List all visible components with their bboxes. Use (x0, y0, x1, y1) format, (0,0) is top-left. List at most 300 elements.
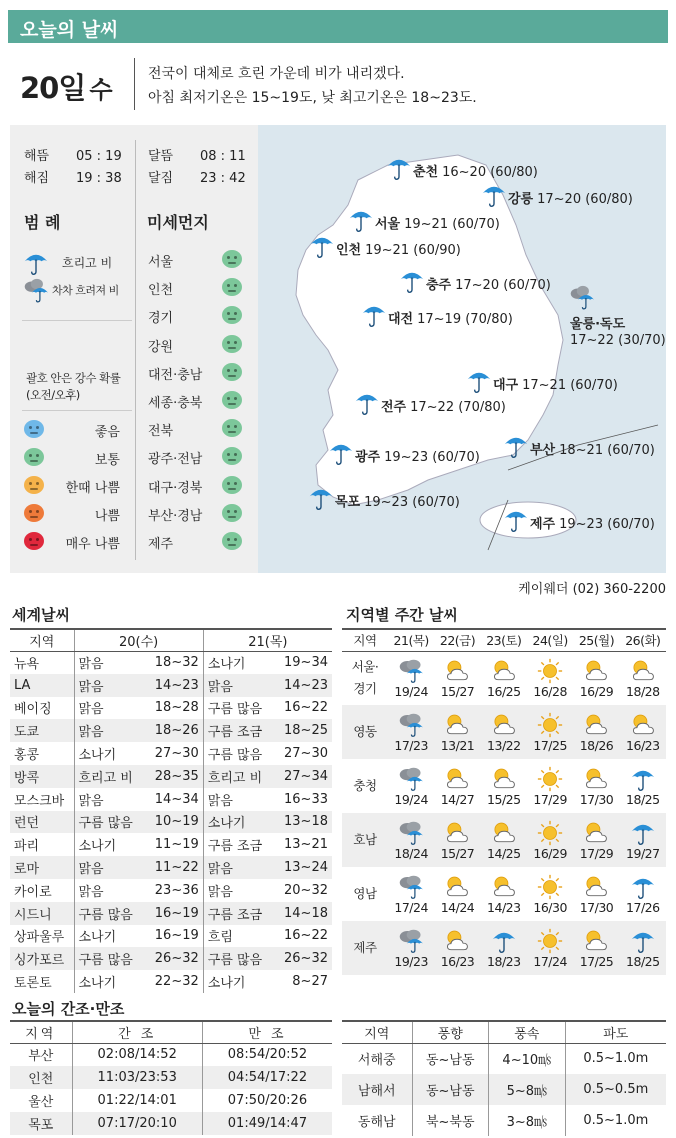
table-row (10, 788, 332, 811)
sun-icon (536, 766, 564, 792)
map-city-value: 19~21 (60/70) (404, 217, 500, 232)
dust-region-name: 대전·충남 (148, 367, 203, 383)
region-cell: 울산 (28, 1095, 54, 1110)
map-city-value: 17~22 (30/70) (570, 333, 666, 348)
partly-cloudy-icon (582, 874, 610, 900)
legend-note-line: (오전/오후) (26, 388, 80, 402)
forecast-cell (620, 813, 666, 867)
page-title: 오늘의 날씨 (20, 19, 119, 41)
rain-cloud-icon (397, 712, 425, 738)
forecast-cell (388, 921, 434, 975)
partly-cloudy-icon (490, 820, 518, 846)
map-city-name: 충주 (426, 278, 452, 293)
temp-range: 16/30 (533, 899, 567, 915)
weather-cell: 맑음 (203, 788, 273, 811)
divider (134, 58, 135, 110)
partly-cloudy-icon (443, 766, 471, 792)
dust-level-label: 보통 (94, 453, 120, 468)
dust-face-icon (222, 532, 242, 550)
temp-range: 15/25 (487, 791, 521, 807)
column-header: 25(월) (573, 629, 619, 651)
map-city-label (426, 274, 551, 293)
table-row (10, 811, 332, 834)
temp-cell: 27~30 (284, 746, 328, 762)
region-cell: 제주 (342, 921, 388, 975)
summary-line: 아침 최저기온은 15~19도, 낮 최고기온은 18~23도. (148, 90, 477, 106)
temp-range: 15/27 (440, 683, 475, 699)
umbrella-icon (502, 433, 530, 459)
moonset-time: 23 : 42 (200, 171, 246, 186)
high-tide-cell: 08:54/20:52 (202, 1043, 332, 1066)
dust-region-name: 광주·전남 (148, 452, 203, 468)
temp-cell: 14~23 (274, 674, 332, 697)
column-header: 풍속 (488, 1021, 565, 1043)
umbrella-icon (629, 820, 657, 846)
partly-cloudy-icon (582, 928, 610, 954)
forecast-cell (434, 867, 480, 921)
map-city-value: 18~21 (60/70) (559, 443, 655, 458)
forecast-cell (434, 921, 480, 975)
temp-cell: 26~32 (144, 947, 203, 970)
column-header: 지역 (10, 1021, 72, 1043)
weather-cell: 소나기 (74, 742, 144, 765)
date-day: 20일 (20, 71, 86, 105)
dust-face-icon (222, 250, 242, 268)
temp-cell: 28~35 (144, 765, 203, 788)
marine-table (342, 1020, 666, 1136)
column-header: 만 조 (202, 1021, 332, 1043)
forecast-cell (573, 705, 619, 759)
legend-label: 차차 흐려져 비 (52, 284, 119, 297)
low-tide-cell: 07:17/20:10 (72, 1112, 202, 1135)
sunset-label: 해짐 (24, 171, 50, 186)
city-cell: 파리 (14, 839, 40, 855)
city-cell: 방콕 (10, 765, 74, 788)
temp-range: 16/29 (579, 683, 614, 699)
low-tide-cell: 11:03/23:53 (72, 1066, 202, 1089)
sun-icon (536, 712, 564, 738)
sea-area-cell: 남해서 (342, 1074, 412, 1105)
map-city-name: 서울 (375, 217, 401, 232)
map-city-label (375, 213, 500, 232)
city-cell: 베이징 (14, 702, 52, 718)
weather-cell: 흐리고 비 (203, 765, 273, 788)
sea-area-cell: 동해남 (357, 1115, 396, 1130)
legend-note-line: 괄호 안은 강수 확률 (26, 371, 121, 385)
weather-cell: 구름 조금 (203, 902, 273, 925)
forecast-cell (388, 651, 434, 705)
partly-cloudy-icon (629, 658, 657, 684)
forecast-cell (527, 705, 573, 759)
column-header: 지역 (10, 629, 74, 651)
partly-cloudy-icon (490, 712, 518, 738)
forecast-cell (388, 813, 434, 867)
sun-icon (536, 928, 564, 954)
forecast-cell (620, 759, 666, 813)
dust-region-name: 제주 (148, 537, 174, 552)
region-cell: 호남 (342, 813, 388, 867)
forecast-cell (527, 921, 573, 975)
table-row (342, 651, 666, 705)
moon-times (148, 146, 246, 190)
legend-note (26, 370, 120, 404)
weather-cell: 구름 많음 (203, 742, 273, 765)
city-cell: 시드니 (10, 902, 74, 925)
dust-face-icon (222, 335, 242, 353)
umbrella-icon (22, 250, 50, 276)
table-row (342, 1105, 666, 1136)
table-row (10, 879, 332, 902)
forecast-cell (434, 813, 480, 867)
wave-height-cell: 0.5~0.5m (565, 1074, 666, 1105)
temp-range: 18/26 (579, 737, 614, 753)
weather-cell: 맑음 (74, 651, 144, 674)
temp-range: 18/28 (626, 683, 660, 699)
column-header: 23(토) (481, 629, 527, 651)
table-row (342, 705, 666, 759)
weather-cell: 구름 조금 (203, 833, 273, 856)
cloud-rain-umbrella-icon (568, 285, 596, 311)
map-city-label (355, 446, 480, 465)
rain-cloud-icon (397, 658, 425, 684)
forecast-cell (620, 651, 666, 705)
temp-range: 19/23 (394, 953, 428, 969)
map-city-label (388, 308, 513, 327)
weather-cell: 소나기 (74, 970, 144, 993)
temp-cell: 14~18 (274, 902, 332, 925)
table-row (10, 947, 332, 970)
table-row (10, 1066, 332, 1089)
temp-cell: 16~19 (154, 928, 199, 944)
temp-range: 15/27 (440, 845, 475, 861)
partly-cloudy-icon (582, 766, 610, 792)
dust-level-label: 나쁨 (94, 509, 120, 524)
weather-cell: 구름 많음 (203, 697, 273, 720)
table-row (10, 719, 332, 742)
rain-cloud-icon (397, 820, 425, 846)
table-row (342, 867, 666, 921)
forecast-cell (388, 759, 434, 813)
map-city-name: 강릉 (508, 192, 534, 207)
map-city-value: 19~23 (60/70) (364, 495, 460, 510)
map-city-label (335, 491, 460, 510)
temp-cell: 18~32 (154, 655, 199, 671)
high-tide-cell: 07:50/20:26 (202, 1089, 332, 1112)
forecast-cell (573, 651, 619, 705)
forecast-cell (620, 867, 666, 921)
temp-range: 17/25 (533, 737, 567, 753)
umbrella-icon (307, 485, 335, 511)
date-weekday: 수 (89, 76, 112, 104)
weather-cell: 맑음 (203, 879, 273, 902)
region-name-line: 서울· (351, 659, 379, 675)
partly-cloudy-icon (443, 874, 471, 900)
high-tide-cell: 01:49/14:47 (202, 1112, 332, 1135)
table-row (10, 742, 332, 765)
city-cell: 뉴욕 (14, 657, 40, 673)
temp-range: 17/26 (626, 899, 660, 915)
city-cell: 로마 (10, 856, 74, 879)
region-name-line: 경기 (353, 681, 377, 697)
dust-region-name: 세종·충북 (148, 396, 203, 411)
partly-cloudy-icon (490, 658, 518, 684)
temp-range: 13/21 (440, 737, 475, 753)
map-city-value: 19~23 (60/70) (559, 517, 655, 532)
weather-cell: 소나기 (74, 833, 144, 856)
temp-cell: 16~22 (284, 928, 328, 944)
forecast-cell (388, 867, 434, 921)
city-cell: LA (10, 674, 74, 697)
partly-cloudy-icon (582, 820, 610, 846)
temp-range: 14/24 (440, 899, 475, 915)
partly-cloudy-icon (443, 712, 471, 738)
forecast-cell (527, 813, 573, 867)
table-row (10, 765, 332, 788)
map-city-value: 17~21 (60/70) (522, 378, 618, 393)
temp-cell: 13~18 (274, 811, 332, 834)
dust-region-name: 대구·경북 (148, 480, 203, 496)
wind-speed-cell: 3~8㎧ (488, 1105, 565, 1136)
dust-level-label: 좋음 (94, 425, 120, 440)
dust-level-label: 한때 나쁨 (65, 481, 120, 496)
summary-line: 전국이 대체로 흐린 가운데 비가 내리겠다. (148, 66, 405, 82)
weather-cell: 구름 조금 (203, 719, 273, 742)
moonset-label: 달짐 (148, 171, 174, 186)
dust-face-icon (24, 476, 44, 494)
page-header (8, 10, 668, 43)
map-city-value: 19~23 (60/70) (384, 450, 480, 465)
forecast-cell (527, 651, 573, 705)
weather-cell: 흐리고 비 (74, 765, 144, 788)
map-city-value: 17~20 (60/70) (455, 278, 551, 293)
city-cell: 도쿄 (10, 719, 74, 742)
temp-range: 17/23 (394, 737, 428, 753)
temp-range: 17/25 (579, 953, 614, 969)
partly-cloudy-icon (582, 712, 610, 738)
table-row (342, 813, 666, 867)
sunrise-time: 05 : 19 (76, 149, 122, 164)
partly-cloudy-icon (629, 712, 657, 738)
dust-region-name: 서울 (148, 255, 174, 270)
forecast-cell (620, 921, 666, 975)
column-header: 파도 (565, 1021, 666, 1043)
dust-region-name: 부산·경남 (148, 508, 203, 524)
weather-cell: 소나기 (203, 811, 273, 834)
dust-face-icon (222, 363, 242, 381)
map-city-name: 대전 (388, 312, 414, 327)
map-city-label (530, 439, 655, 458)
temp-cell: 8~27 (292, 974, 328, 990)
partly-cloudy-icon (443, 928, 471, 954)
temp-cell: 11~22 (144, 856, 203, 879)
sunset-time: 19 : 38 (76, 171, 122, 186)
temp-range: 14/23 (487, 899, 521, 915)
city-cell: 토론토 (14, 976, 52, 992)
map-city-value: 16~20 (60/80) (442, 165, 538, 180)
temp-range: 14/25 (487, 845, 521, 861)
partly-cloudy-icon (490, 766, 518, 792)
weather-cell: 맑음 (74, 697, 144, 720)
tide-title: 오늘의 간조·만조 (12, 1000, 125, 1018)
temp-cell: 16~22 (284, 700, 328, 716)
temp-range: 19/24 (394, 791, 428, 807)
forecast-cell (434, 705, 480, 759)
dust-face-icon (24, 504, 44, 522)
moonrise-time: 08 : 11 (200, 149, 246, 164)
table-row (342, 759, 666, 813)
dust-region-name: 인천 (148, 283, 174, 299)
temp-range: 18/25 (626, 953, 660, 969)
moonrise-label: 달뜸 (148, 149, 174, 164)
umbrella-icon (385, 155, 413, 181)
table-row (10, 1089, 332, 1112)
forecast-cell (573, 921, 619, 975)
table-row (10, 902, 332, 925)
dust-face-icon (222, 476, 242, 494)
tide-table (10, 1020, 332, 1135)
map-city-name: 제주 (530, 517, 556, 532)
temp-range: 17/24 (533, 953, 567, 969)
forecast-cell (620, 705, 666, 759)
temp-cell: 26~32 (274, 947, 332, 970)
column-header: 지역 (342, 1021, 412, 1043)
forecast-cell (481, 813, 527, 867)
legend-title: 범 례 (24, 213, 61, 232)
table-row (342, 1074, 666, 1105)
table-row (10, 674, 332, 697)
map-city-label (336, 239, 461, 258)
temp-range: 13/22 (487, 737, 521, 753)
temp-range: 18/24 (394, 845, 428, 861)
umbrella-icon (327, 440, 355, 466)
temp-cell: 20~32 (284, 882, 328, 898)
sun-icon (536, 874, 564, 900)
temp-cell: 18~28 (154, 700, 199, 716)
map-city-name: 목포 (335, 495, 361, 510)
city-cell: 런던 (10, 811, 74, 834)
rain-cloud-icon (397, 928, 425, 954)
rain-cloud-icon (397, 874, 425, 900)
partly-cloudy-icon (443, 820, 471, 846)
forecast-cell (527, 759, 573, 813)
partly-cloudy-icon (443, 658, 471, 684)
weather-cell: 구름 많음 (203, 947, 273, 970)
column-header: 21(목) (203, 629, 332, 651)
forecast-cell (481, 705, 527, 759)
forecast-cell (388, 705, 434, 759)
partly-cloudy-icon (490, 874, 518, 900)
weather-cell: 맑음 (74, 788, 144, 811)
temp-range: 17/29 (533, 791, 567, 807)
map-city-value: 17~20 (60/80) (537, 192, 633, 207)
column-header: 22(금) (434, 629, 480, 651)
temp-range: 19/24 (394, 683, 428, 699)
temp-cell: 11~19 (154, 837, 199, 853)
temp-range: 19/27 (626, 845, 660, 861)
cloud-rain-umbrella-icon (22, 278, 50, 304)
weather-cell: 맑음 (74, 674, 144, 697)
temp-range: 18/23 (487, 953, 521, 969)
table-row (342, 921, 666, 975)
panel-divider (135, 140, 136, 560)
map-city-label (381, 396, 506, 415)
temp-range: 17/24 (394, 899, 428, 915)
column-header: 26(화) (620, 629, 666, 651)
divider (22, 320, 132, 321)
sunrise-label: 해뜸 (24, 149, 50, 164)
region-cell: 영동 (342, 705, 388, 759)
temp-cell: 18~25 (274, 719, 332, 742)
dust-region-name: 경기 (148, 311, 174, 327)
column-header: 풍향 (412, 1021, 488, 1043)
temp-range: 17/29 (579, 845, 614, 861)
temp-cell: 14~23 (144, 674, 203, 697)
umbrella-icon (629, 874, 657, 900)
sun-icon (536, 658, 564, 684)
wind-direction-cell: 동~남동 (412, 1074, 488, 1105)
weather-cell: 맑음 (74, 879, 144, 902)
dust-face-icon (222, 391, 242, 409)
dust-face-icon (24, 448, 44, 466)
sun-times (24, 146, 122, 190)
forecast-cell (434, 651, 480, 705)
wind-direction-cell: 동~남동 (412, 1043, 488, 1074)
umbrella-icon (490, 928, 518, 954)
temp-cell: 27~30 (154, 746, 199, 762)
sea-area-cell: 서해중 (357, 1053, 396, 1069)
weather-cell: 맑음 (74, 719, 144, 742)
map-city-value: 19~21 (60/90) (365, 243, 461, 258)
forecast-cell (527, 867, 573, 921)
low-tide-cell: 01:22/14:01 (72, 1089, 202, 1112)
weather-cell: 맑음 (74, 856, 144, 879)
forecast-cell (481, 867, 527, 921)
map-city-value: 17~22 (70/80) (410, 400, 506, 415)
table-row (10, 1112, 332, 1135)
weather-cell: 구름 많음 (74, 947, 144, 970)
umbrella-icon (308, 233, 336, 259)
umbrella-icon (502, 507, 530, 533)
city-cell: 상파울루 (14, 930, 65, 946)
city-cell: 홍콩 (14, 748, 40, 764)
region-cell: 충청 (353, 778, 377, 793)
weather-cell: 맑음 (203, 674, 273, 697)
map-city-label (413, 161, 538, 180)
city-cell: 카이로 (14, 884, 52, 900)
wind-speed-cell: 4~10㎧ (488, 1043, 565, 1074)
map-city-name: 대구 (493, 378, 519, 393)
table-row (10, 1043, 332, 1066)
map-city-name: 부산 (530, 443, 556, 458)
low-tide-cell: 02:08/14:52 (72, 1043, 202, 1066)
umbrella-icon (360, 302, 388, 328)
temp-range: 17/30 (579, 791, 614, 807)
umbrella-icon (480, 182, 508, 208)
temp-range: 17/30 (579, 899, 614, 915)
temp-range: 14/27 (440, 791, 475, 807)
date-display (20, 66, 112, 107)
weather-cell: 소나기 (74, 925, 144, 948)
umbrella-icon (629, 928, 657, 954)
table-row (10, 856, 332, 879)
temp-cell: 16~19 (144, 902, 203, 925)
map-city-name: 광주 (355, 450, 381, 465)
column-header: 간 조 (72, 1021, 202, 1043)
rain-cloud-icon (397, 766, 425, 792)
temp-cell: 18~26 (144, 719, 203, 742)
wave-height-cell: 0.5~1.0m (565, 1043, 666, 1074)
temp-cell: 19~34 (284, 655, 328, 671)
